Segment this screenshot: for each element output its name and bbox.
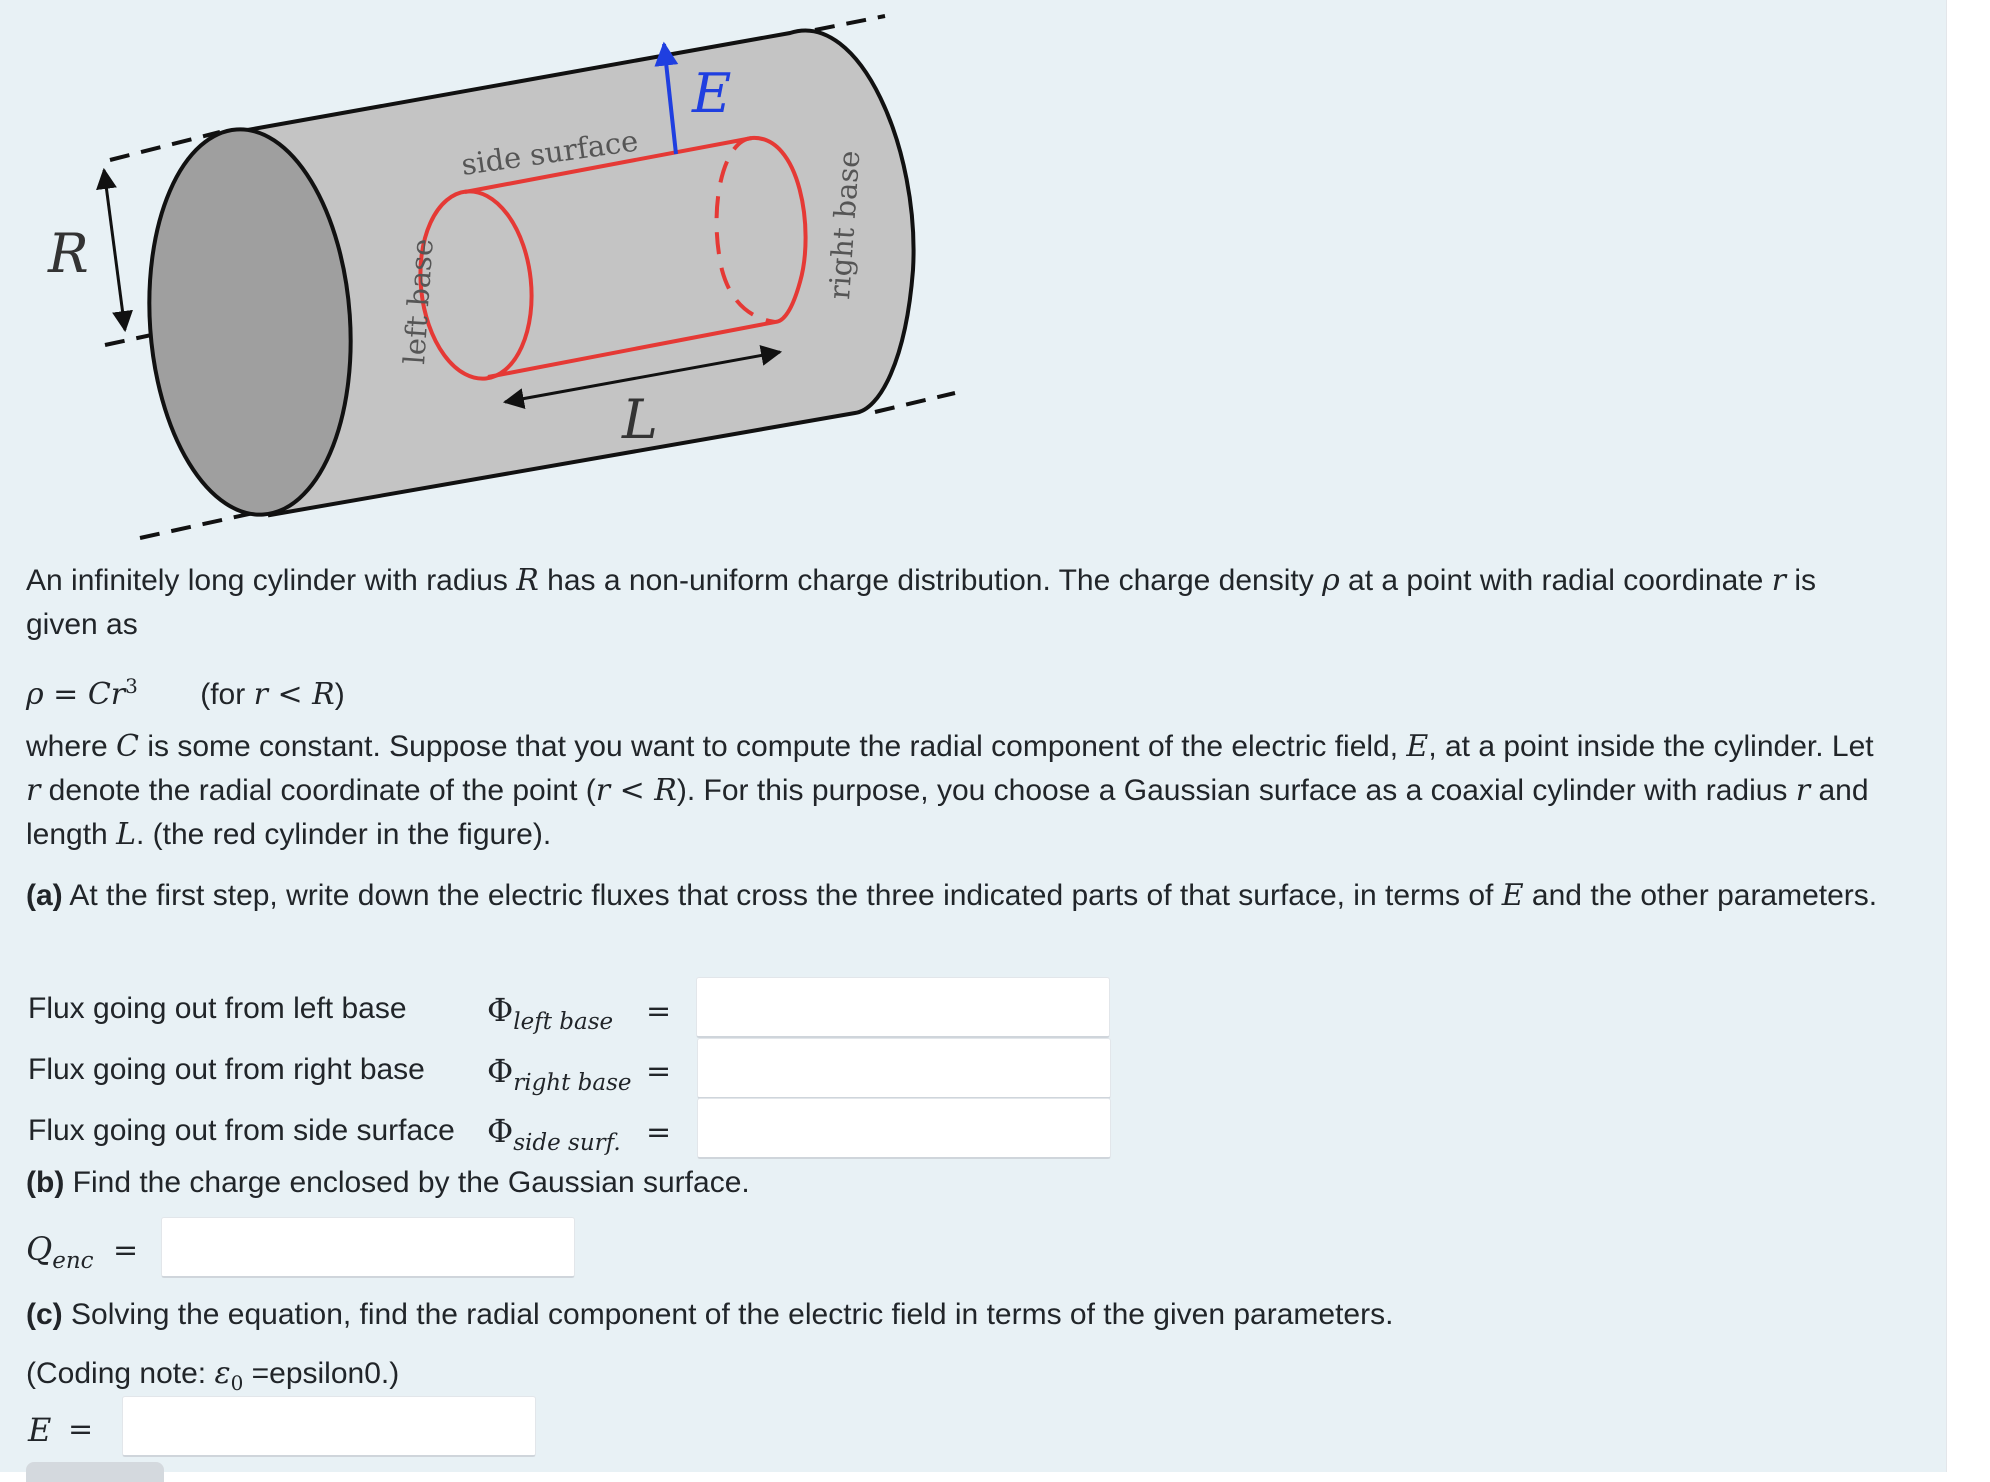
part-b-tag: (b) bbox=[26, 1166, 65, 1199]
equals-sign: = bbox=[646, 1115, 672, 1150]
intro-text: is given as bbox=[26, 564, 1816, 641]
part-c-prompt bbox=[26, 1293, 1886, 1337]
phi-symbol: Φ bbox=[487, 1112, 514, 1150]
setup-text: is some constant. Suppose that you want to compute the radial component of the electric field, bbox=[139, 730, 1407, 763]
e-field-input[interactable] bbox=[122, 1396, 536, 1457]
q-symbol: Q bbox=[26, 1230, 53, 1268]
part-a-text: At the first step, write down the electric fluxes that cross the three indicated parts of that surface, in terms of bbox=[62, 879, 1502, 912]
intro-text: at a point with radial coordinate bbox=[1339, 564, 1772, 597]
flux-left-symbol bbox=[487, 990, 613, 1042]
part-a-prompt bbox=[26, 874, 1886, 918]
formula-condition-text: (for bbox=[200, 678, 254, 711]
scrollbar-track[interactable] bbox=[1946, 0, 1990, 1472]
part-b-text: Find the charge enclosed by the Gaussian surface. bbox=[64, 1166, 750, 1199]
equals-sign: = bbox=[646, 994, 672, 1029]
phi-symbol: Φ bbox=[487, 991, 514, 1029]
setup-text: denote the radial coordinate of the point ( bbox=[40, 774, 596, 807]
flux-right-label: Flux going out from right base bbox=[28, 1053, 425, 1086]
setup-text: ). For this purpose, you choose a Gaussian surface as a coaxial cylinder with radius bbox=[676, 774, 1796, 807]
equals-sign: = bbox=[68, 1412, 94, 1447]
math-r: r bbox=[26, 773, 41, 808]
phi-subscript: side surf. bbox=[513, 1130, 621, 1156]
flux-side-label: Flux going out from side surface bbox=[28, 1114, 455, 1147]
q-enc-input[interactable] bbox=[161, 1217, 575, 1278]
intro-text: An infinitely long cylinder with radius bbox=[26, 564, 517, 597]
density-formula bbox=[26, 664, 345, 717]
e-symbol: E bbox=[28, 1411, 52, 1449]
label-right-base: right base bbox=[822, 149, 867, 301]
submit-button[interactable] bbox=[26, 1462, 164, 1482]
phi-symbol: Φ bbox=[487, 1052, 514, 1090]
flux-side-input[interactable] bbox=[697, 1098, 1111, 1159]
formula-condition-math: r < R bbox=[253, 677, 335, 712]
label-side-surface: side surface bbox=[459, 123, 641, 182]
label-R: R bbox=[48, 222, 89, 285]
math-E: E bbox=[1406, 729, 1429, 764]
formula-lhs: ρ = Cr bbox=[26, 677, 126, 712]
math-E: E bbox=[1501, 878, 1524, 913]
coding-note-text: =epsilon0.) bbox=[243, 1357, 400, 1390]
flux-right-input[interactable] bbox=[697, 1038, 1111, 1099]
math-C: C bbox=[116, 729, 140, 764]
label-L: L bbox=[622, 388, 658, 451]
math-L: L bbox=[116, 817, 136, 852]
math-r: r bbox=[1795, 773, 1811, 808]
flux-side-symbol bbox=[487, 1111, 621, 1163]
part-a-tag: (a) bbox=[26, 879, 63, 912]
setup-text: and length bbox=[26, 774, 1869, 851]
epsilon-symbol: ε bbox=[214, 1356, 231, 1391]
q-enc-symbol bbox=[26, 1229, 94, 1281]
part-c-tag: (c) bbox=[26, 1298, 63, 1331]
setup-text: . (the red cylinder in the figure). bbox=[136, 818, 552, 851]
equals-sign: = bbox=[113, 1233, 139, 1268]
formula-exponent: 3 bbox=[125, 674, 138, 698]
part-a-text: and the other parameters. bbox=[1523, 879, 1878, 912]
flux-left-input[interactable] bbox=[696, 977, 1110, 1038]
flux-right-symbol bbox=[487, 1051, 632, 1103]
label-left-base: left base bbox=[397, 237, 440, 366]
math-R: R bbox=[516, 563, 539, 598]
cylinder-figure bbox=[0, 0, 1000, 560]
math-r: r bbox=[1771, 563, 1786, 598]
coding-note-text: (Coding note: bbox=[26, 1357, 215, 1390]
q-subscript: enc bbox=[52, 1248, 94, 1274]
part-c-text: Solving the equation, find the radial component of the electric field in terms of the given parameters. bbox=[62, 1298, 1394, 1331]
math-rho: ρ bbox=[1322, 563, 1340, 598]
part-b-prompt bbox=[26, 1161, 1886, 1205]
phi-subscript: left base bbox=[513, 1009, 614, 1035]
radius-arrow bbox=[104, 170, 125, 330]
intro-paragraph bbox=[26, 559, 1886, 647]
label-E: E bbox=[692, 62, 732, 125]
epsilon-subscript: 0 bbox=[230, 1371, 244, 1395]
equals-sign: = bbox=[646, 1054, 672, 1089]
intro-text: has a non-uniform charge distribution. The charge density bbox=[538, 564, 1323, 597]
setup-paragraph bbox=[26, 725, 1886, 857]
setup-text: , at a point inside the cylinder. Let bbox=[1428, 730, 1874, 763]
phi-subscript: right base bbox=[513, 1070, 632, 1096]
math-inequality: r < R bbox=[595, 773, 677, 808]
flux-left-label: Flux going out from left base bbox=[28, 992, 407, 1025]
setup-text: where bbox=[26, 730, 117, 763]
formula-condition-text: ) bbox=[334, 678, 345, 711]
